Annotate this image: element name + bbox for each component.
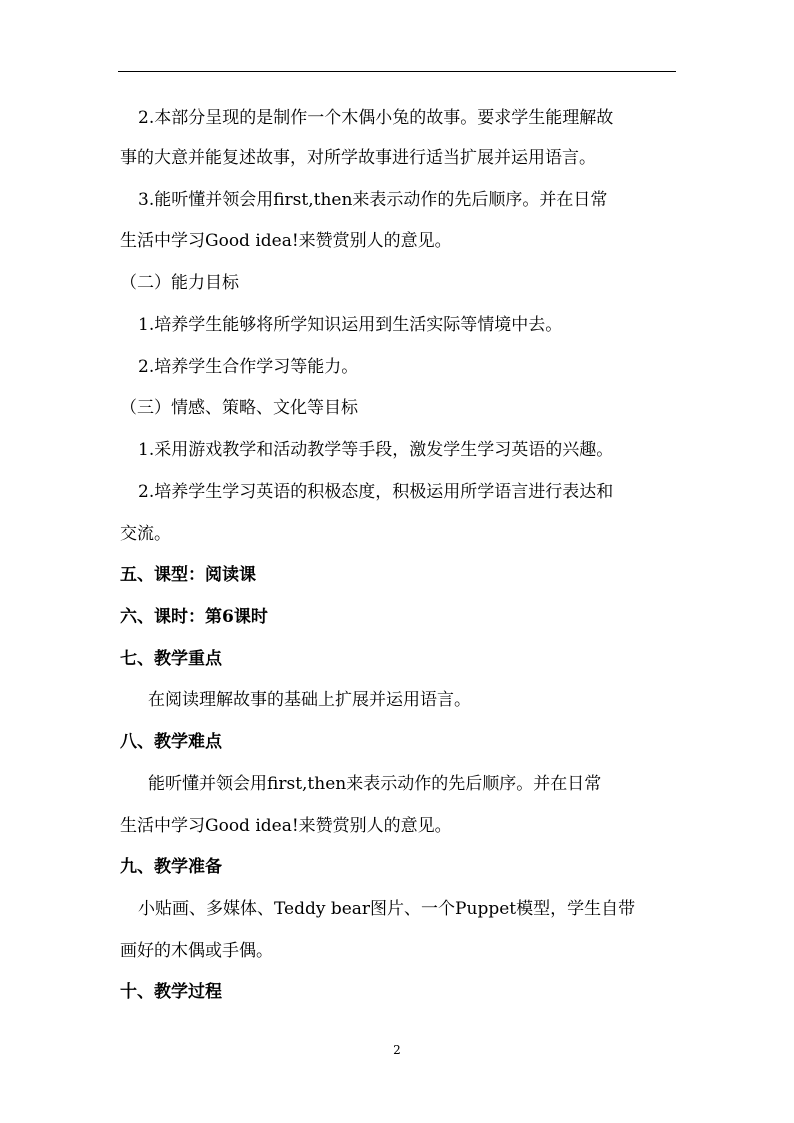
section-heading: 五、课型：阅读课 <box>120 565 256 585</box>
text-line: 生活中学习Good idea!来赞赏别人的意见。 <box>120 231 452 251</box>
text-line: 画好的木偶或手偶。 <box>120 941 273 961</box>
text-line: 能听懂并领会用first,then来表示动作的先后顺序。并在日常 <box>148 774 602 794</box>
text-line: 1.采用游戏教学和活动教学等手段，激发学生学习英语的兴趣。 <box>138 440 614 460</box>
subsection-heading: （三）情感、策略、文化等目标 <box>120 398 358 418</box>
subsection-heading: （二）能力目标 <box>120 273 239 293</box>
text-line: 事的大意并能复述故事，对所学故事进行适当扩展并运用语言。 <box>120 148 596 168</box>
text-line: 1.培养学生能够将所学知识运用到生活实际等情境中去。 <box>138 315 563 335</box>
text-line: 交流。 <box>120 524 171 544</box>
section-heading: 十、教学过程 <box>120 982 222 1002</box>
section-heading: 九、教学准备 <box>120 857 222 877</box>
text-line: 2.培养学生合作学习等能力。 <box>138 357 359 377</box>
text-line: 生活中学习Good idea!来赞赏别人的意见。 <box>120 816 452 836</box>
page-number: 2 <box>393 1043 401 1057</box>
section-heading: 八、教学难点 <box>120 732 222 752</box>
section-heading: 七、教学重点 <box>120 649 222 669</box>
section-heading: 六、课时：第6课时 <box>120 607 268 627</box>
text-line: 小贴画、多媒体、Teddy bear图片、一个Puppet模型，学生自带 <box>138 899 636 919</box>
text-line: 在阅读理解故事的基础上扩展并运用语言。 <box>148 690 471 710</box>
header-rule <box>118 71 676 72</box>
text-line: 3.能听懂并领会用first,then来表示动作的先后顺序。并在日常 <box>138 190 608 210</box>
text-line: 2.本部分呈现的是制作一个木偶小兔的故事。要求学生能理解故 <box>138 108 614 128</box>
text-line: 2.培养学生学习英语的积极态度，积极运用所学语言进行表达和 <box>138 482 614 502</box>
